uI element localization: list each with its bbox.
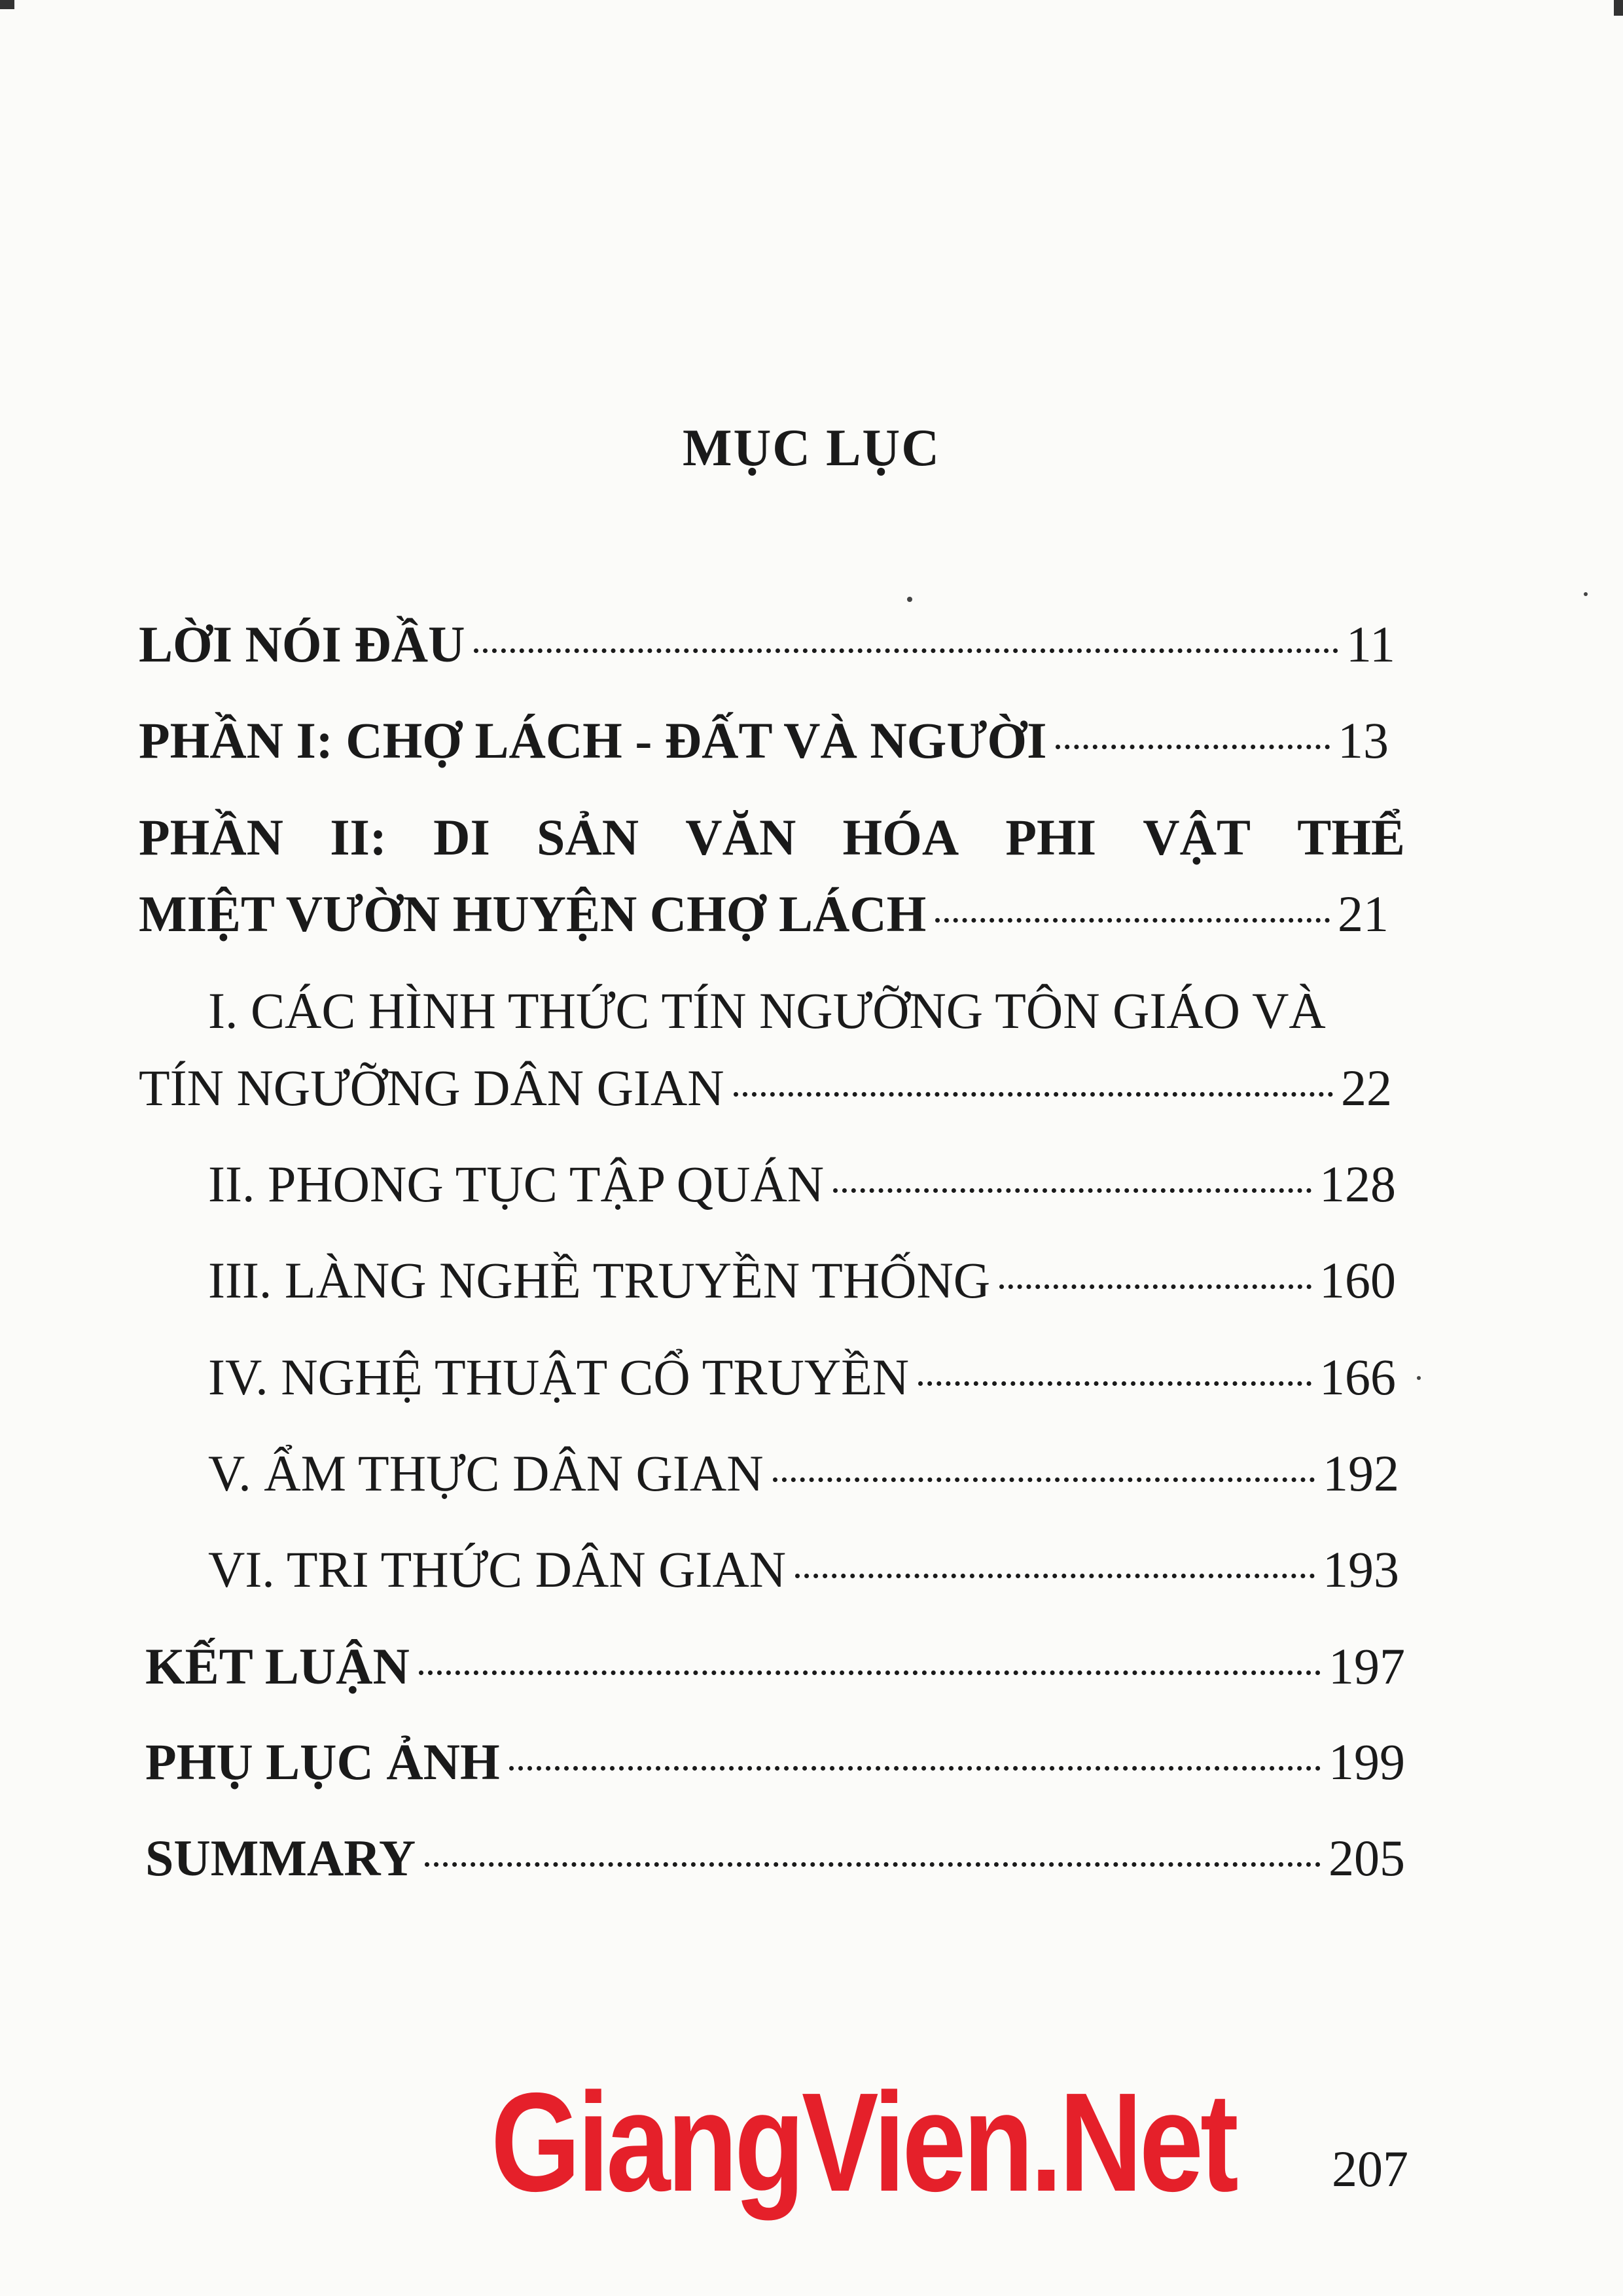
dot-leader bbox=[425, 1862, 1321, 1867]
toc-word: THỂ bbox=[1297, 809, 1405, 866]
toc-entry-page: 192 bbox=[1323, 1445, 1399, 1502]
scan-speck bbox=[907, 597, 912, 602]
watermark-text: GiangVien.Net bbox=[491, 2063, 1236, 2221]
toc-entry-label: V. ẨM THỰC DÂN GIAN bbox=[208, 1445, 764, 1502]
toc-word: VẬT bbox=[1143, 809, 1251, 866]
toc-entry-ket-luan bbox=[145, 1637, 1405, 1696]
dot-leader bbox=[1056, 745, 1330, 749]
toc-entry-page: 199 bbox=[1329, 1733, 1405, 1790]
dot-leader bbox=[419, 1670, 1321, 1675]
toc-entry-page: 197 bbox=[1329, 1638, 1405, 1695]
toc-word: II: bbox=[330, 809, 387, 866]
dot-leader bbox=[918, 1381, 1311, 1386]
toc-entry-summary bbox=[145, 1829, 1405, 1888]
toc-entry-phong-tuc bbox=[208, 1155, 1396, 1214]
toc-word: PHẦN bbox=[139, 809, 283, 866]
toc-entry-page: 128 bbox=[1319, 1156, 1396, 1212]
toc-entry-phu-luc-anh bbox=[145, 1733, 1405, 1792]
toc-entry-label: TÍN NGƯỠNG DÂN GIAN bbox=[139, 1059, 724, 1116]
toc-entry-phan-2-line-1 bbox=[139, 808, 1405, 867]
dot-leader bbox=[773, 1477, 1315, 1482]
toc-entry-am-thuc bbox=[208, 1444, 1399, 1503]
toc-entry-label: MIỆT VƯỜN HUYỆN CHỢ LÁCH bbox=[139, 885, 927, 942]
toc-entry-nghe-thuat bbox=[208, 1348, 1396, 1407]
scan-speck bbox=[1584, 592, 1588, 596]
toc-entry-label: IV. NGHỆ THUẬT CỔ TRUYỀN bbox=[208, 1349, 910, 1405]
page-number: 207 bbox=[1332, 2140, 1408, 2197]
toc-entry-label: III. LÀNG NGHỀ TRUYỀN THỐNG bbox=[208, 1252, 991, 1309]
toc-word: PHI bbox=[1005, 809, 1097, 866]
toc-entry-page: 193 bbox=[1323, 1541, 1399, 1598]
dot-leader bbox=[474, 648, 1338, 653]
toc-entry-page: 22 bbox=[1341, 1059, 1392, 1116]
toc-entry-label: KẾT LUẬN bbox=[145, 1638, 410, 1695]
toc-entry-page: 13 bbox=[1338, 712, 1389, 769]
toc-entry-page: 160 bbox=[1319, 1252, 1396, 1309]
toc-entry-label: SUMMARY bbox=[145, 1829, 416, 1886]
toc-entry-label: PHỤ LỤC ẢNH bbox=[145, 1733, 500, 1790]
toc-entry-page: 205 bbox=[1329, 1829, 1405, 1886]
toc-entry-tri-thuc bbox=[208, 1540, 1399, 1599]
toc-word: DI bbox=[433, 809, 490, 866]
toc-word: SẢN bbox=[537, 809, 639, 866]
toc-entry-tin-nguong bbox=[139, 1059, 1392, 1118]
page-title: MỤC LỤC bbox=[683, 419, 940, 477]
scan-corner-mark bbox=[0, 0, 14, 9]
toc-entry-page: 11 bbox=[1346, 616, 1395, 673]
dot-leader bbox=[935, 918, 1330, 923]
toc-entry-page: 21 bbox=[1338, 885, 1389, 942]
dot-leader bbox=[795, 1574, 1315, 1578]
toc-entry-phan-1 bbox=[139, 711, 1389, 770]
toc-entry-phan-2 bbox=[139, 885, 1389, 944]
toc-word: VĂN bbox=[685, 809, 796, 866]
scan-corner-mark bbox=[1614, 0, 1623, 16]
toc-entry-lang-nghe bbox=[208, 1251, 1396, 1310]
toc-entry-tin-nguong-line-1: I. CÁC HÌNH THỨC TÍN NGƯỠNG TÔN GIÁO VÀ bbox=[208, 982, 1326, 1039]
scan-speck bbox=[1417, 1376, 1421, 1380]
toc-entry-label: LỜI NÓI ĐẦU bbox=[139, 616, 465, 673]
dot-leader bbox=[999, 1284, 1311, 1289]
dot-leader bbox=[509, 1766, 1321, 1771]
toc-entry-page: 166 bbox=[1319, 1349, 1396, 1405]
dot-leader bbox=[734, 1092, 1333, 1097]
toc-entry-loi-noi-dau bbox=[139, 615, 1395, 674]
toc-entry-label: PHẦN I: CHỢ LÁCH - ĐẤT VÀ NGƯỜI bbox=[139, 712, 1047, 769]
toc-word: HÓA bbox=[842, 809, 959, 866]
toc-entry-label: VI. TRI THỨC DÂN GIAN bbox=[208, 1541, 787, 1598]
dot-leader bbox=[833, 1188, 1311, 1193]
toc-entry-label: II. PHONG TỤC TẬP QUÁN bbox=[208, 1156, 825, 1212]
